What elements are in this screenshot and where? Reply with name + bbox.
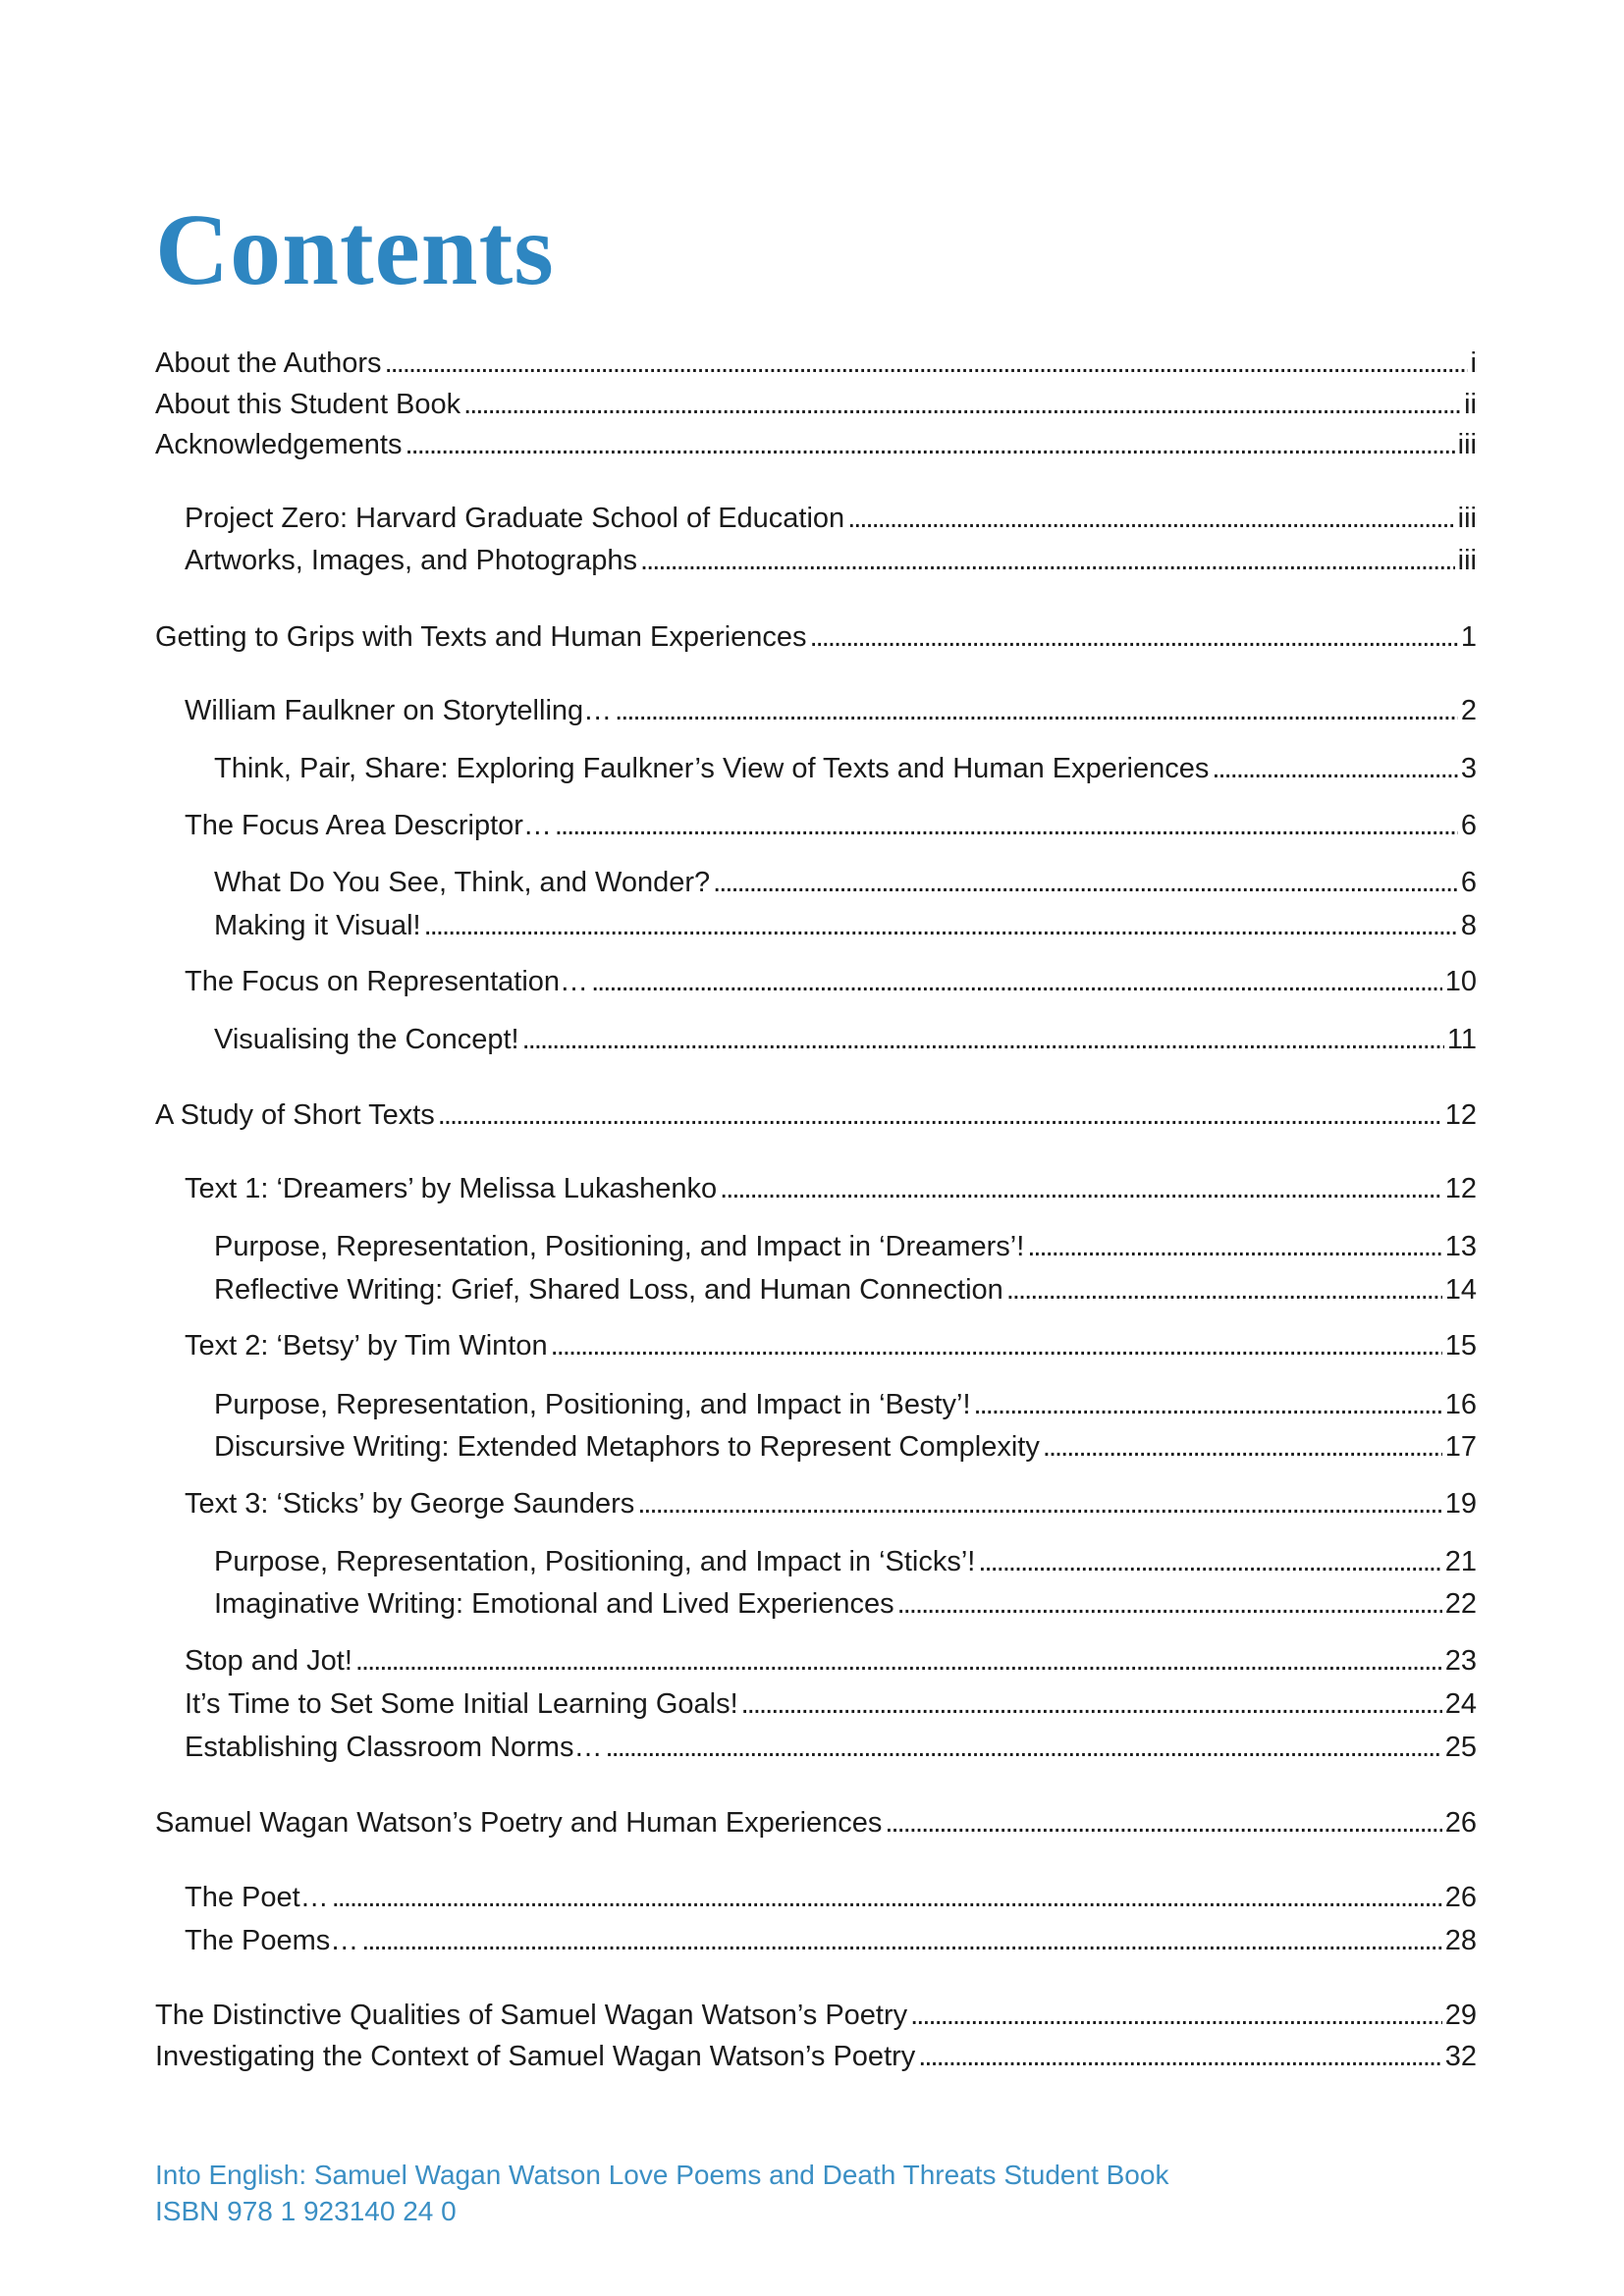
toc-entry-page-number: 17 — [1444, 1431, 1477, 1463]
toc-leader-dots — [978, 1540, 1441, 1583]
toc-entry-title: Text 1: ‘Dreamers’ by Melissa Lukashenko — [185, 1173, 718, 1204]
toc-entry[interactable] — [214, 904, 1477, 947]
footer-book-title: Into English: Samuel Wagan Watson Love Poems and Death Threats Student Book — [155, 2160, 1169, 2190]
toc-entry[interactable] — [214, 861, 1477, 904]
footer-isbn: ISBN 978 1 923140 24 0 — [155, 2196, 457, 2226]
toc-leader-dots — [974, 1383, 1442, 1426]
toc-entry[interactable] — [185, 497, 1477, 540]
toc-entry[interactable] — [155, 2035, 1477, 2078]
toc-entry-title: Imaginative Writing: Emotional and Lived Experiences — [214, 1588, 894, 1620]
toc-leader-dots — [1006, 1268, 1442, 1311]
toc-entry[interactable] — [214, 747, 1477, 790]
toc-leader-dots — [424, 904, 1458, 947]
toc-entry-page-number: 26 — [1444, 1882, 1477, 1913]
toc-entry-title: Think, Pair, Share: Exploring Faulkner’s View of Texts and Human Experiences — [214, 753, 1210, 784]
toc-entry-title: Acknowledgements — [155, 429, 403, 460]
toc-leader-dots — [361, 1919, 1441, 1962]
toc-leader-dots — [810, 615, 1458, 659]
toc-entry-page-number: iii — [1457, 503, 1477, 534]
toc-leader-dots — [741, 1682, 1442, 1726]
toc-leader-dots — [463, 383, 1461, 426]
toc-leader-dots — [1212, 747, 1457, 790]
toc-entry[interactable] — [185, 1919, 1477, 1962]
toc-entry-title: Project Zero: Harvard Graduate School of Education — [185, 503, 845, 534]
toc-leader-dots — [713, 861, 1458, 904]
toc-entry[interactable] — [185, 1482, 1477, 1525]
toc-entry[interactable] — [214, 1540, 1477, 1583]
toc-entry-title: William Faulkner on Storytelling… — [185, 695, 613, 726]
toc-entry-title: It’s Time to Set Some Initial Learning Goals! — [185, 1688, 738, 1720]
toc-entry-page-number: 26 — [1444, 1807, 1477, 1839]
toc-entry-title: Reflective Writing: Grief, Shared Loss, and Human Connection — [214, 1274, 1003, 1306]
toc-entry-page-number: 6 — [1460, 867, 1477, 898]
toc-leader-dots — [385, 342, 1468, 385]
toc-entry[interactable] — [185, 1876, 1477, 1919]
toc-entry[interactable] — [214, 1383, 1477, 1426]
toc-entry-title: The Poet… — [185, 1882, 329, 1913]
toc-entry[interactable] — [155, 383, 1477, 426]
toc-leader-dots — [897, 1582, 1442, 1626]
toc-entry-title: The Focus Area Descriptor… — [185, 810, 552, 841]
toc-entry-page-number: 25 — [1444, 1732, 1477, 1763]
toc-entry[interactable] — [185, 804, 1477, 847]
toc-entry-title: Artworks, Images, and Photographs — [185, 545, 638, 576]
toc-entry[interactable] — [214, 1225, 1477, 1268]
toc-entry-page-number: 10 — [1444, 966, 1477, 997]
toc-entry-page-number: 23 — [1444, 1645, 1477, 1677]
toc-entry-title: What Do You See, Think, and Wonder? — [214, 867, 711, 898]
toc-entry-title: Establishing Classroom Norms… — [185, 1732, 603, 1763]
toc-entry[interactable] — [155, 342, 1477, 385]
toc-leader-dots — [847, 497, 1454, 540]
toc-leader-dots — [438, 1094, 1442, 1137]
toc-entry-page-number: i — [1470, 347, 1477, 379]
toc-entry-page-number: 3 — [1460, 753, 1477, 784]
toc-entry-title: Making it Visual! — [214, 910, 421, 941]
toc-entry-title: About this Student Book — [155, 389, 461, 420]
toc-entry-page-number: 13 — [1444, 1231, 1477, 1262]
toc-leader-dots — [551, 1324, 1442, 1367]
toc-leader-dots — [615, 689, 1458, 732]
toc-leader-dots — [405, 423, 1454, 466]
toc-entry-page-number: 1 — [1460, 621, 1477, 653]
toc-entry[interactable] — [155, 615, 1477, 659]
toc-leader-dots — [555, 804, 1458, 847]
toc-entry-page-number: 19 — [1444, 1488, 1477, 1520]
toc-entry-title: Purpose, Representation, Positioning, and Impact in ‘Besty’! — [214, 1389, 971, 1420]
toc-entry-page-number: 2 — [1460, 695, 1477, 726]
toc-leader-dots — [640, 539, 1455, 582]
toc-leader-dots — [637, 1482, 1441, 1525]
toc-entry-page-number: 15 — [1444, 1330, 1477, 1362]
toc-entry-page-number: 12 — [1444, 1099, 1477, 1131]
toc-entry[interactable] — [185, 1324, 1477, 1367]
toc-entry[interactable] — [185, 1167, 1477, 1210]
toc-entry-page-number: 8 — [1460, 910, 1477, 941]
toc-entry[interactable] — [155, 423, 1477, 466]
toc-entry-page-number: 32 — [1444, 2041, 1477, 2072]
toc-entry-title: Stop and Jot! — [185, 1645, 352, 1677]
toc-entry-page-number: 16 — [1444, 1389, 1477, 1420]
toc-entry[interactable] — [185, 689, 1477, 732]
toc-entry[interactable] — [155, 1801, 1477, 1844]
toc-entry-title: Purpose, Representation, Positioning, and Impact in ‘Dreamers’! — [214, 1231, 1025, 1262]
toc-entry-title: Discursive Writing: Extended Metaphors to Represent Complexity — [214, 1431, 1040, 1463]
toc-entry[interactable] — [185, 1726, 1477, 1769]
toc-leader-dots — [355, 1639, 1442, 1682]
toc-entry-page-number: 11 — [1446, 1024, 1477, 1055]
toc-entry-title: Text 3: ‘Sticks’ by George Saunders — [185, 1488, 635, 1520]
toc-entry[interactable] — [155, 1994, 1477, 2037]
toc-leader-dots — [910, 1994, 1442, 2037]
toc-entry-page-number: 12 — [1444, 1173, 1477, 1204]
toc-leader-dots — [918, 2035, 1441, 2078]
toc-entry[interactable] — [185, 539, 1477, 582]
toc-entry[interactable] — [214, 1425, 1477, 1468]
toc-leader-dots — [885, 1801, 1441, 1844]
toc-entry-page-number: 14 — [1444, 1274, 1477, 1306]
toc-entry[interactable] — [214, 1268, 1477, 1311]
toc-entry-title: The Focus on Representation… — [185, 966, 589, 997]
toc-entry-title: The Poems… — [185, 1925, 359, 1956]
toc-entry[interactable] — [185, 1682, 1477, 1726]
toc-entry-title: About the Authors — [155, 347, 382, 379]
page-title: Contents — [155, 193, 555, 306]
toc-entry[interactable] — [155, 1094, 1477, 1137]
toc-leader-dots — [332, 1876, 1442, 1919]
toc-entry[interactable] — [214, 1582, 1477, 1626]
toc-leader-dots — [591, 960, 1442, 1003]
toc-leader-dots — [1027, 1225, 1441, 1268]
toc-entry-title: Getting to Grips with Texts and Human Experiences — [155, 621, 807, 653]
toc-leader-dots — [1043, 1425, 1442, 1468]
toc-entry-title: Visualising the Concept! — [214, 1024, 519, 1055]
toc-entry-page-number: 21 — [1444, 1546, 1477, 1577]
toc-entry[interactable] — [214, 1018, 1477, 1061]
toc-entry[interactable] — [185, 960, 1477, 1003]
toc-leader-dots — [720, 1167, 1442, 1210]
toc-entry-page-number: 28 — [1444, 1925, 1477, 1956]
toc-entry-title: The Distinctive Qualities of Samuel Wagan Watson’s Poetry — [155, 2000, 908, 2031]
toc-entry-page-number: 6 — [1460, 810, 1477, 841]
toc-entry-page-number: iii — [1457, 545, 1477, 576]
toc-entry-title: Investigating the Context of Samuel Wagan Watson’s Poetry — [155, 2041, 916, 2072]
toc-entry-page-number: 22 — [1444, 1588, 1477, 1620]
toc-entry-title: Samuel Wagan Watson’s Poetry and Human Experiences — [155, 1807, 883, 1839]
toc-entry-page-number: 29 — [1444, 2000, 1477, 2031]
toc-entry-title: A Study of Short Texts — [155, 1099, 435, 1131]
toc-entry-page-number: ii — [1464, 389, 1477, 420]
toc-entry-title: Text 2: ‘Betsy’ by Tim Winton — [185, 1330, 548, 1362]
toc-leader-dots — [605, 1726, 1441, 1769]
toc-entry[interactable] — [185, 1639, 1477, 1682]
toc-entry-title: Purpose, Representation, Positioning, and Impact in ‘Sticks’! — [214, 1546, 976, 1577]
toc-leader-dots — [522, 1018, 1444, 1061]
toc-entry-page-number: iii — [1457, 429, 1477, 460]
toc-entry-page-number: 24 — [1444, 1688, 1477, 1720]
